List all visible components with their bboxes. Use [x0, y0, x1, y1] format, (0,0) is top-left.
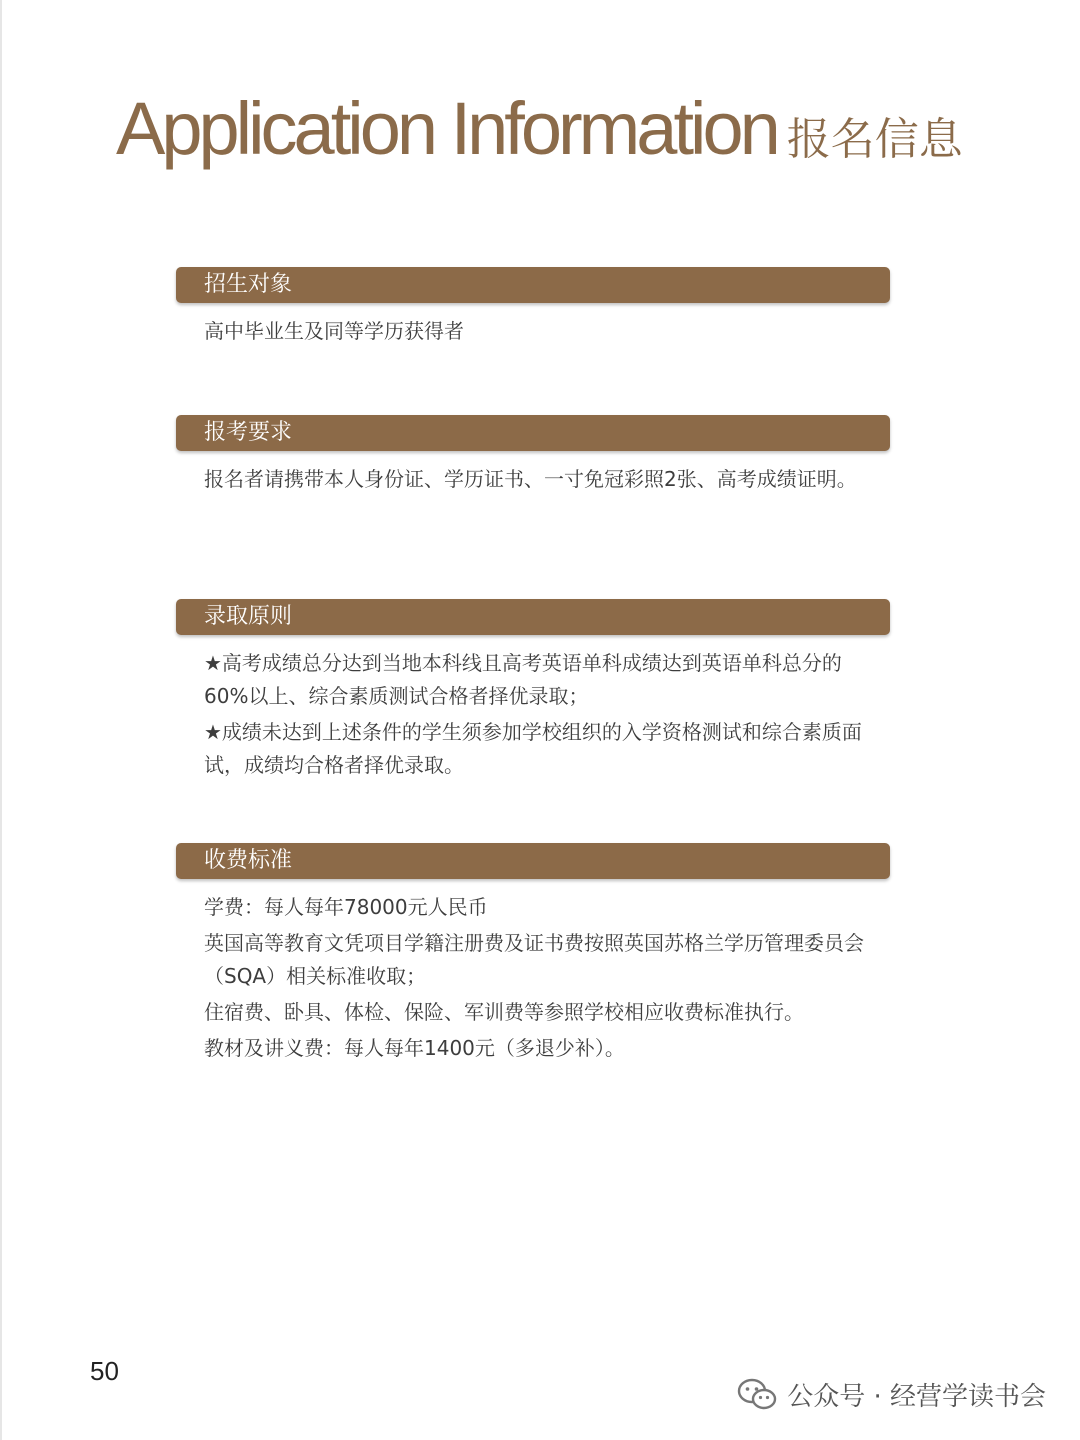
section-paragraph: 英国高等教育文凭项目学籍注册费及证书费按照英国苏格兰学历管理委员会（SQA）相关标准收取； [204, 931, 864, 988]
section-heading: 招生对象 [204, 272, 293, 297]
page-title [116, 87, 963, 170]
section-admission-principles [176, 599, 890, 785]
section-paragraph: ★高考成绩总分达到当地本科线且高考英语单科成绩达到英语单科总分的60%以上、综合素质测试合格者择优录取； [204, 651, 842, 708]
page-title-chinese: 报名信息 [786, 114, 963, 165]
watermark [737, 1376, 1046, 1413]
section-heading: 录取原则 [204, 604, 293, 629]
section-paragraph: 高中毕业生及同等学历获得者 [204, 319, 464, 343]
section-paragraph: 学费：每人每年78000元人民币 [204, 895, 488, 919]
section-paragraph: 教材及讲义费：每人每年1400元（多退少补）。 [204, 1036, 625, 1060]
page-edge [0, 0, 2, 1440]
section-body [176, 891, 890, 1065]
page-number: 50 [90, 1356, 119, 1386]
section-paragraph: ★成绩未达到上述条件的学生须参加学校组织的入学资格测试和综合素质面试，成绩均合格者择优录取。 [204, 720, 862, 777]
section-header-bar [176, 267, 890, 303]
section-header-bar [176, 599, 890, 635]
section-body [176, 647, 890, 782]
section-header-bar [176, 843, 890, 879]
section-fee-standards [176, 843, 890, 1068]
section-enrollment-target [176, 267, 890, 351]
watermark-text: 公众号 · 经营学读书会 [787, 1382, 1046, 1412]
wechat-icon [737, 1378, 777, 1412]
section-paragraph: 报名者请携带本人身份证、学历证书、一寸免冠彩照2张、高考成绩证明。 [204, 467, 857, 491]
section-application-requirements [176, 415, 890, 499]
section-body [176, 463, 890, 496]
section-heading: 收费标准 [204, 848, 293, 873]
section-header-bar [176, 415, 890, 451]
section-body [176, 315, 890, 348]
section-heading: 报考要求 [204, 420, 293, 445]
section-paragraph: 住宿费、卧具、体检、保险、军训费等参照学校相应收费标准执行。 [204, 1000, 804, 1024]
page-title-english: Application Information [116, 87, 777, 170]
